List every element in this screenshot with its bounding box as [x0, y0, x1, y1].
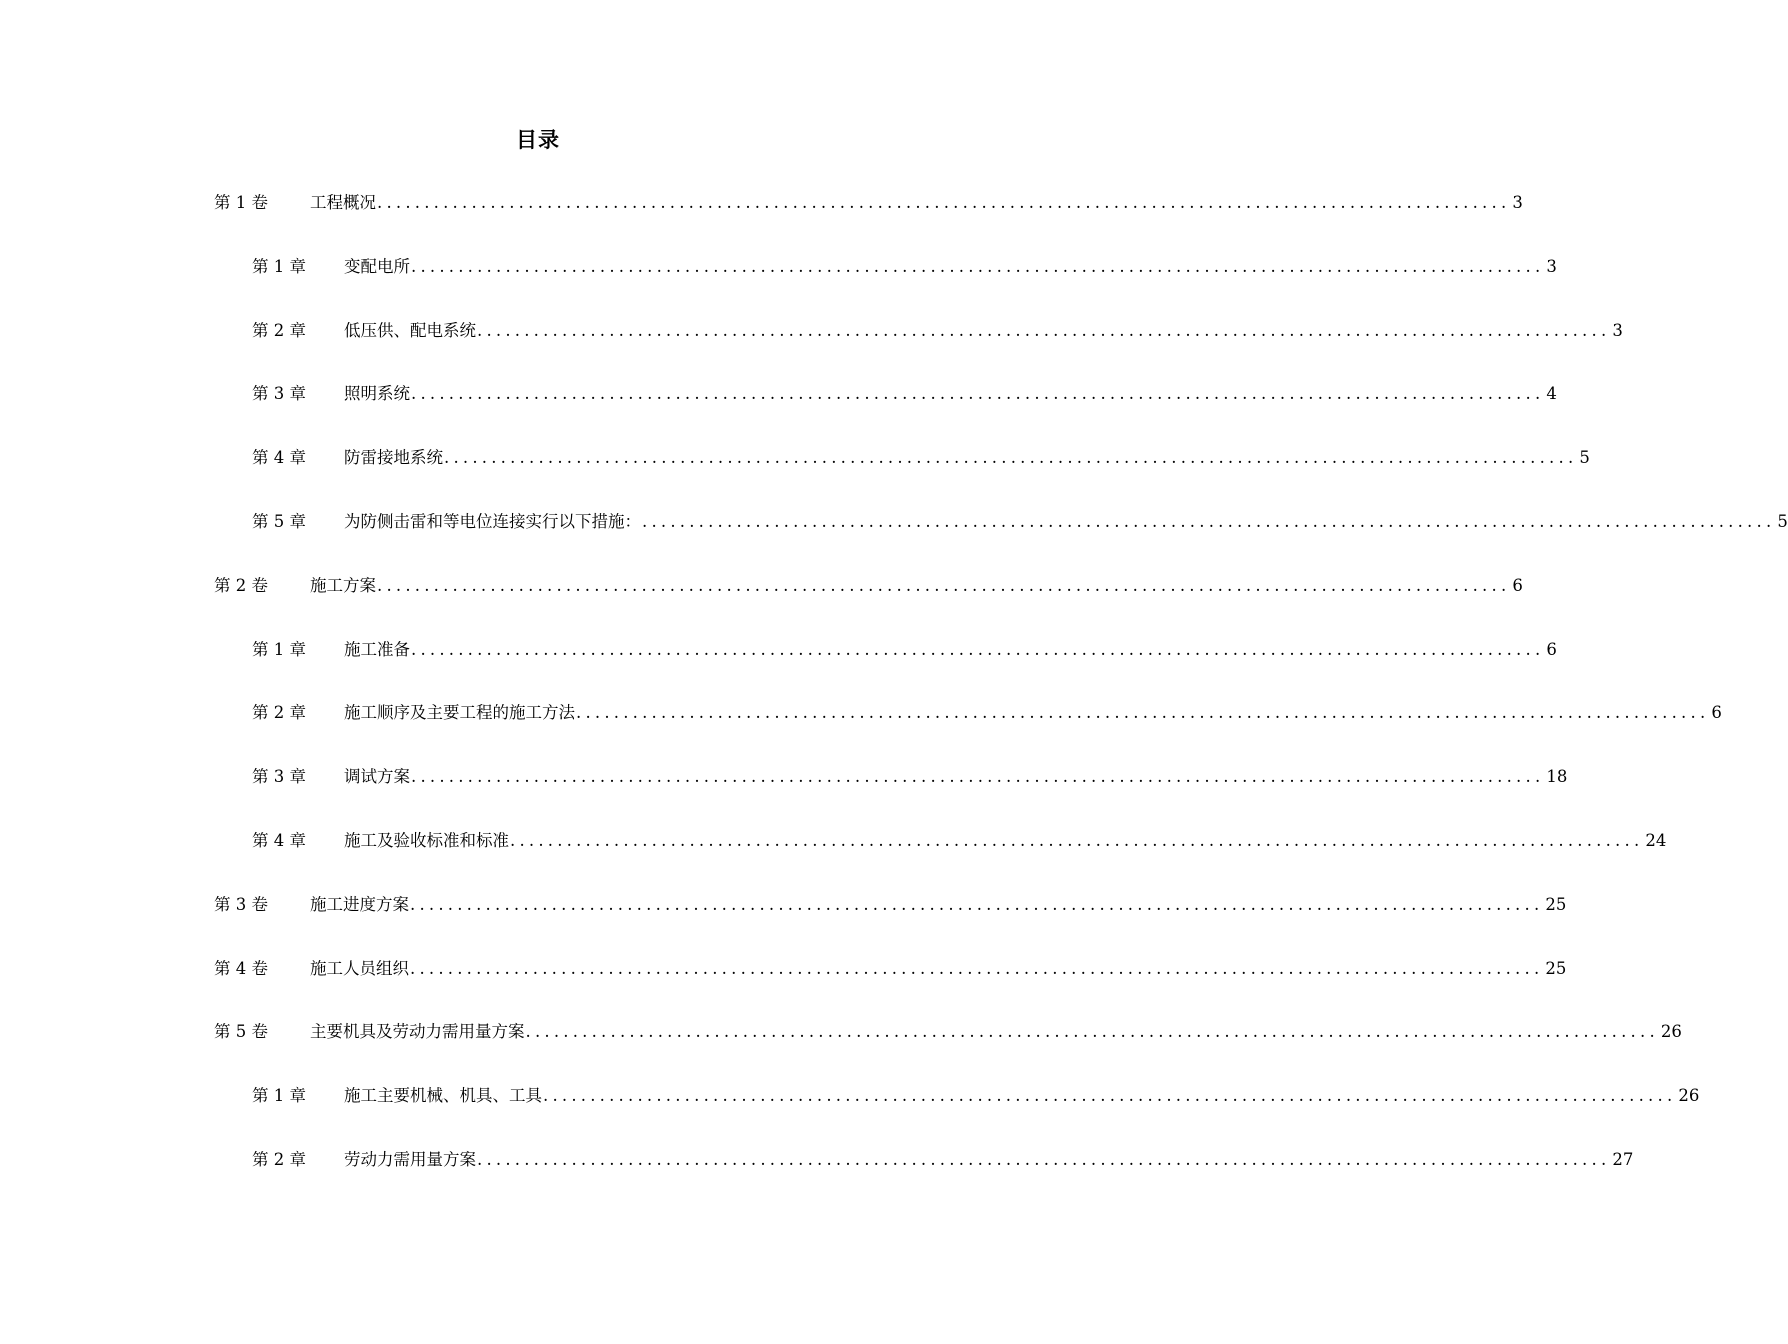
toc-entry-number: 第 5 卷 — [214, 1022, 268, 1042]
toc-dot-leader: ........................................................................................................................ — [477, 320, 1611, 340]
toc-entry-label: 主要机具及劳动力需用量方案 — [310, 1022, 525, 1042]
toc-entry-number: 第 1 章 — [252, 256, 306, 276]
toc-dot-leader: ........................................................................................................................ — [411, 767, 1545, 787]
toc-entry-page: 6 — [1711, 703, 1722, 723]
toc-entry-page: 26 — [1660, 1022, 1682, 1042]
toc-entry-page: 3 — [1546, 256, 1557, 276]
toc-entry-label: 为防侧击雷和等电位连接实行以下措施： — [344, 511, 641, 531]
page-title: 目录 — [516, 127, 560, 152]
toc-entry-label: 防雷接地系统 — [344, 448, 443, 468]
toc-entry-number: 第 2 章 — [252, 1149, 306, 1169]
toc-dot-leader: ........................................................................................................................ — [510, 830, 1644, 850]
toc-entry[interactable] — [0, 889, 1567, 953]
toc-entry-number: 第 3 章 — [252, 767, 306, 787]
toc-entry[interactable] — [0, 634, 1557, 698]
toc-entry-label: 施工人员组织 — [310, 958, 409, 978]
toc-entry-page: 3 — [1612, 320, 1623, 340]
toc-entry-number: 第 4 章 — [252, 830, 306, 850]
toc-entry-page: 27 — [1612, 1149, 1634, 1169]
toc-entry[interactable] — [0, 1016, 1682, 1080]
toc-dot-leader: ........................................................................................................................ — [411, 256, 1545, 276]
toc-dot-leader: ........................................................................................................................ — [576, 703, 1710, 723]
toc-dot-leader: ........................................................................................................................ — [377, 575, 1511, 595]
toc-entry-label: 照明系统 — [344, 384, 410, 404]
toc-dot-leader: ........................................................................................................................ — [410, 958, 1544, 978]
toc-entry[interactable] — [0, 187, 1523, 251]
toc-entry-number: 第 2 章 — [252, 703, 306, 723]
toc-entry[interactable] — [0, 442, 1590, 506]
toc-entry[interactable] — [0, 378, 1557, 442]
toc-entry-page: 6 — [1512, 575, 1523, 595]
toc-dot-leader: ........................................................................................................................ — [411, 384, 1545, 404]
toc-entry-label: 劳动力需用量方案 — [344, 1149, 476, 1169]
toc-entry-label: 调试方案 — [344, 767, 410, 787]
toc-entry-number: 第 1 章 — [252, 639, 306, 659]
toc-entry-label: 施工及验收标准和标准 — [344, 830, 509, 850]
toc-dot-leader: ........................................................................................................................ — [444, 448, 1578, 468]
toc-entry-number: 第 1 卷 — [214, 193, 268, 212]
toc-entry-number: 第 3 卷 — [214, 894, 268, 914]
toc-entry-number: 第 2 章 — [252, 320, 306, 340]
toc-dot-leader: ........................................................................................................................ — [411, 639, 1545, 659]
toc-entry-number: 第 1 章 — [252, 1086, 306, 1106]
toc-entry-page: 6 — [1546, 639, 1557, 659]
toc-entry-page: 24 — [1645, 830, 1667, 850]
toc-entry[interactable] — [0, 953, 1567, 1017]
toc-entry-page: 18 — [1546, 767, 1568, 787]
toc-entry-label: 施工主要机械、机具、工具 — [344, 1086, 542, 1106]
toc-dot-leader: ........................................................................................................................ — [477, 1149, 1611, 1169]
toc-entry-page: 3 — [1512, 193, 1523, 212]
toc-entry-number: 第 4 章 — [252, 448, 306, 468]
toc-entry-label: 施工准备 — [344, 639, 410, 659]
toc-entry-label: 低压供、配电系统 — [344, 320, 476, 340]
toc-entry[interactable] — [0, 825, 1667, 889]
toc-entry-number: 第 5 章 — [252, 511, 306, 531]
toc-entry-label: 施工方案 — [310, 575, 376, 595]
toc-entry[interactable] — [0, 697, 1722, 761]
toc-entry-page: 26 — [1678, 1086, 1700, 1106]
toc-entry-number: 第 3 章 — [252, 384, 306, 404]
toc-entry-number: 第 2 卷 — [214, 575, 268, 595]
toc-entry-page: 25 — [1545, 958, 1567, 978]
toc-entry-number: 第 4 卷 — [214, 958, 268, 978]
toc-dot-leader: ........................................................................................................................ — [377, 193, 1511, 212]
toc-entry-page: 25 — [1545, 894, 1567, 914]
toc-dot-leader: ........................................................................................................................ — [525, 1022, 1659, 1042]
toc-entry[interactable] — [0, 761, 1568, 825]
toc-entry[interactable] — [0, 251, 1557, 315]
toc-entry-label: 工程概况 — [310, 193, 376, 212]
toc-entry[interactable] — [0, 1144, 1634, 1208]
toc-entry[interactable] — [0, 506, 1788, 570]
toc-entry-page: 5 — [1579, 448, 1590, 468]
toc-entry[interactable] — [0, 315, 1623, 379]
toc-entry-label: 施工进度方案 — [310, 894, 409, 914]
toc-entry[interactable] — [0, 1080, 1700, 1144]
toc-entry-label: 施工顺序及主要工程的施工方法 — [344, 703, 575, 723]
toc-entry-label: 变配电所 — [344, 256, 410, 276]
toc-dot-leader: ........................................................................................................................ — [543, 1086, 1677, 1106]
table-of-contents — [0, 187, 1788, 1208]
toc-dot-leader: ........................................................................................................................ — [642, 511, 1776, 531]
toc-entry-page: 4 — [1546, 384, 1557, 404]
toc-entry-page: 5 — [1777, 511, 1788, 531]
toc-dot-leader: ........................................................................................................................ — [410, 894, 1544, 914]
toc-entry[interactable] — [0, 570, 1523, 634]
